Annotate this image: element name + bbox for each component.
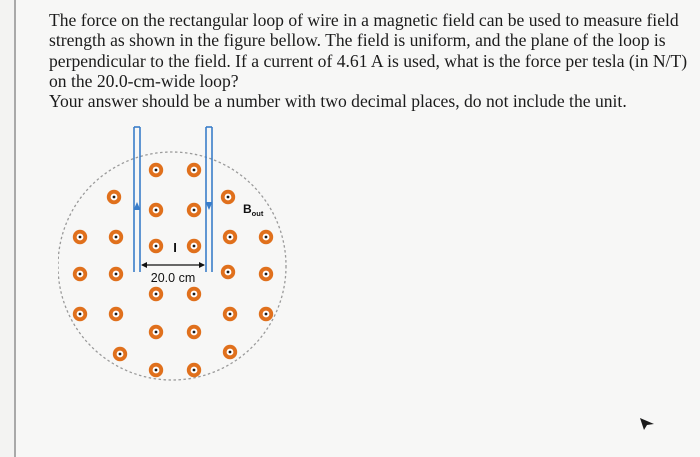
answer-instruction: Your answer should be a number with two decimal places, do not include the unit. — [49, 91, 627, 112]
field-label-main: B — [243, 202, 252, 216]
field-region-circle — [58, 152, 286, 380]
width-dimension-arrow — [141, 262, 205, 268]
field-label — [243, 202, 264, 218]
mouse-cursor-icon — [638, 417, 656, 431]
question-text: The force on the rectangular loop of wire in a magnetic field can be used to measure field strength as shown in the figure bellow. The field is uniform, and the plane of the loop is perpendicular to the field. If a current of 4.61 A is used, what is the force per tesla (in N/T) on the 20.0-cm-wide loop? — [49, 10, 688, 91]
question-text-block — [49, 10, 689, 111]
field-label-subscript: out — [251, 209, 264, 218]
width-label: 20.0 cm — [150, 271, 196, 285]
magnetic-field-figure — [58, 122, 308, 397]
current-label: I — [173, 240, 177, 255]
field-dot-grid — [73, 163, 273, 377]
